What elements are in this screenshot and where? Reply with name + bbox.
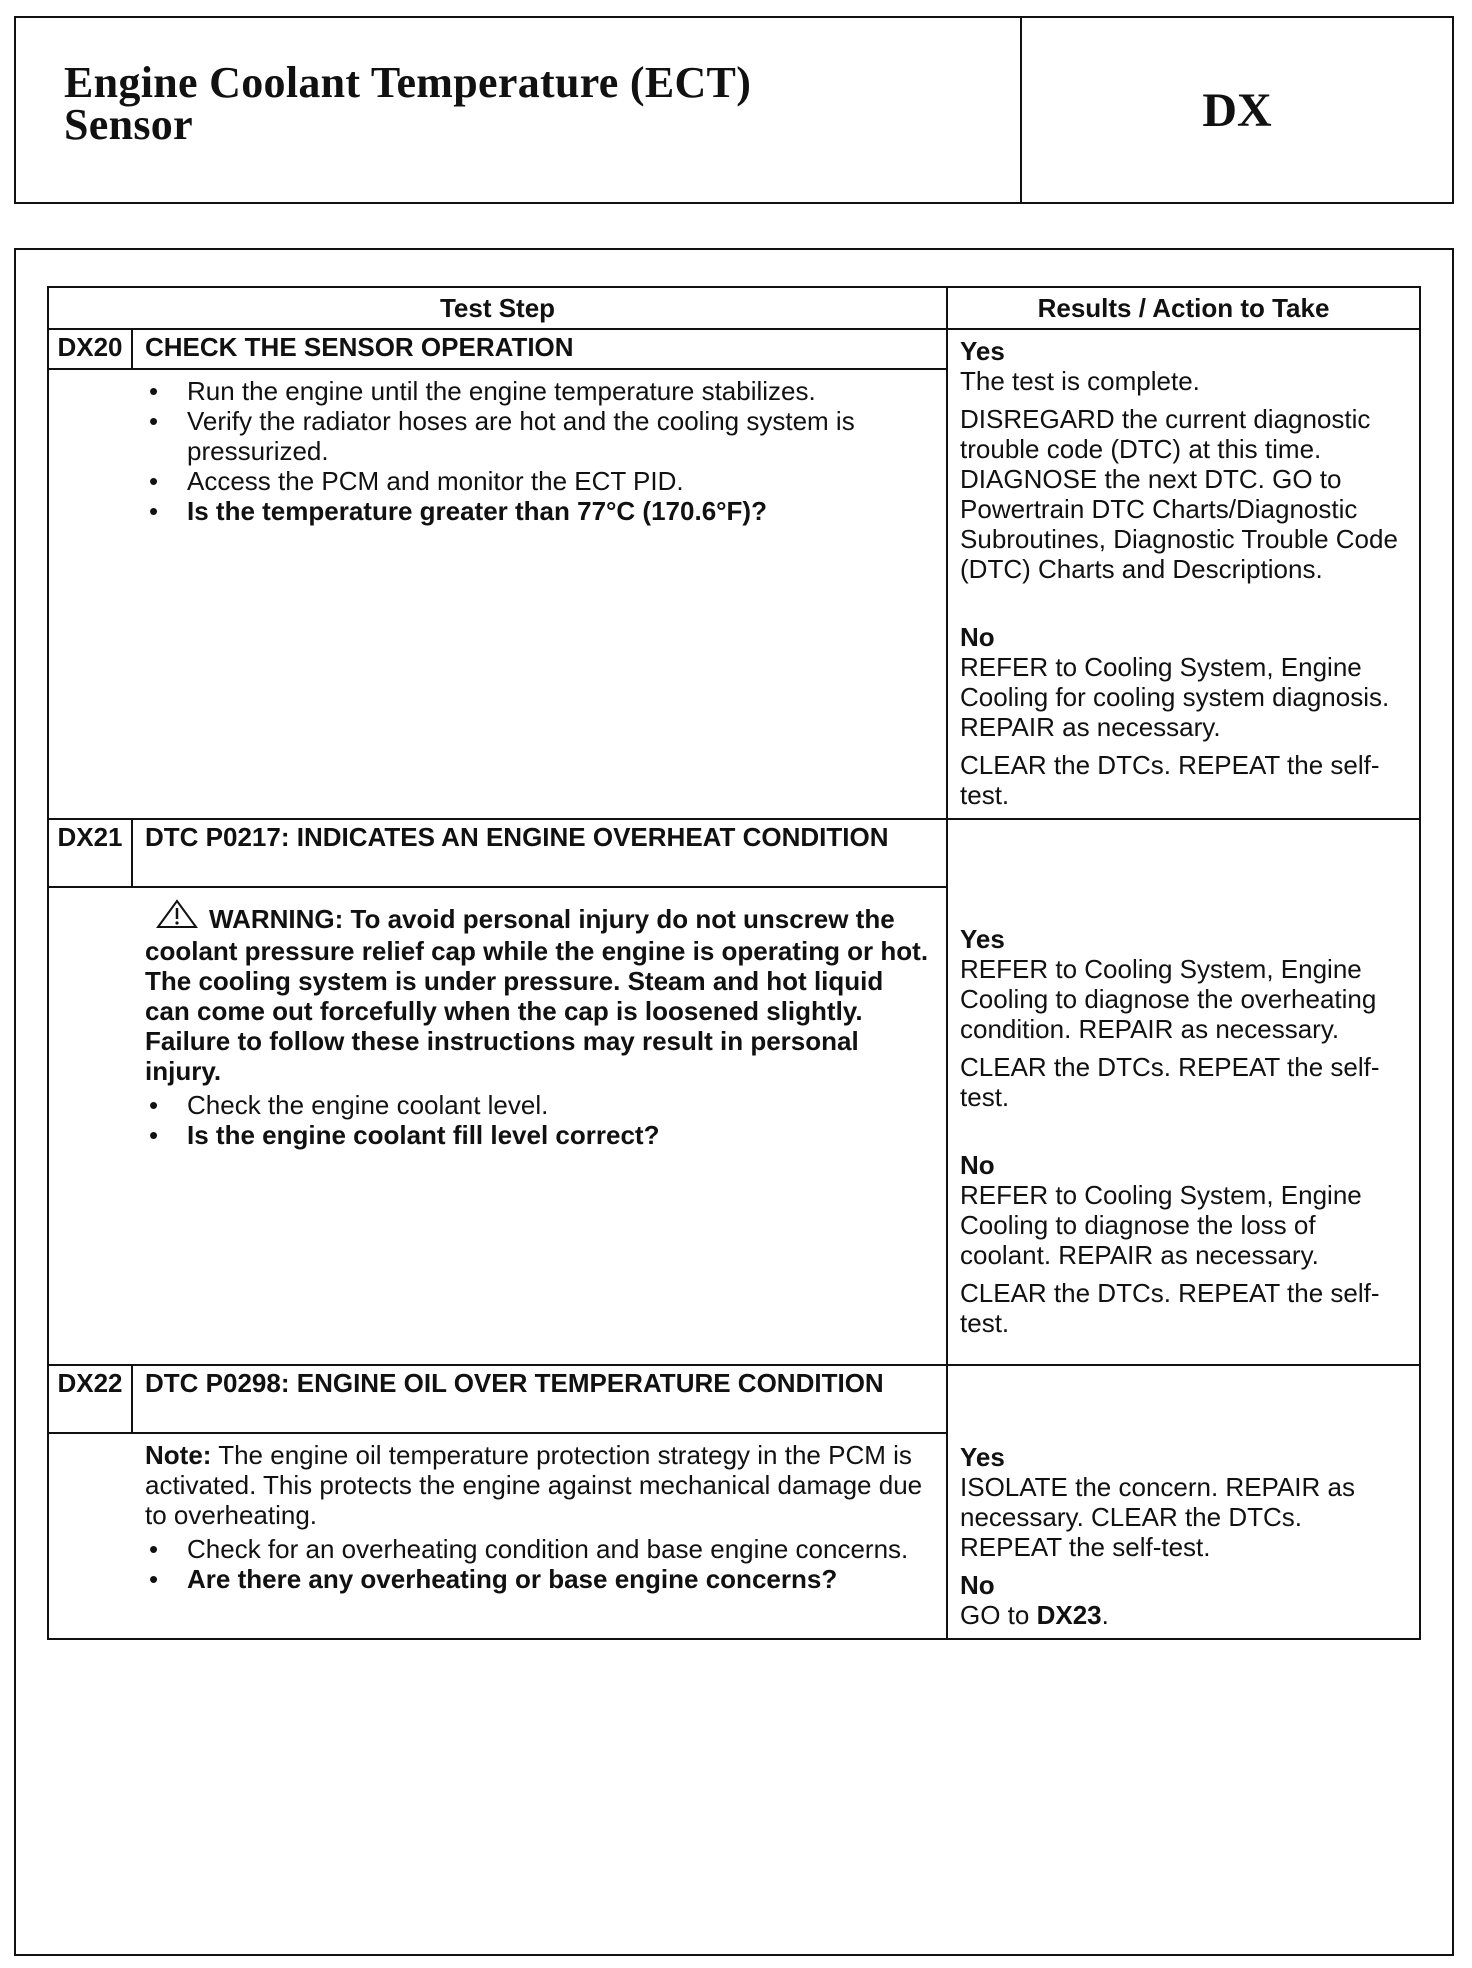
step-dx22-title-row: [48, 1365, 1420, 1433]
step-dx21-body: [48, 887, 947, 1365]
warning-text: WARNING: To avoid personal injury do not unscrew the coolant pressure relief cap while the engine is operating or hot. The cooling system is under pressure. Steam and hot liquid can come out forcefully when the cap is loosened slightly. Failure to follow these instructions may result in personal injury.: [145, 904, 929, 1086]
step-bullet: • Verify the radiator hoses are hot and the cooling system is pressurized.: [145, 406, 934, 466]
yes-label: Yes: [960, 336, 1005, 366]
note-label: Note:: [145, 1440, 212, 1470]
step-code: DX21: [48, 819, 132, 887]
step-bullet-list: [145, 1090, 934, 1150]
goto-step-link[interactable]: DX23: [1036, 1600, 1102, 1630]
yes-action: DISREGARD the current diagnostic trouble code (DTC) at this time. DIAGNOSE the next DTC. GO to Powertrain DTC Charts/Diagnostic Subroutines, Diagnostic Trouble Code (DTC) Charts and Descriptions.: [960, 404, 1398, 584]
step-bullet: • Run the engine until the engine temperature stabilizes.: [145, 376, 934, 406]
step-bullet-list: [145, 1534, 934, 1594]
step-code: DX22: [48, 1365, 132, 1433]
no-label: No: [960, 622, 995, 652]
page-title-line1: Engine Coolant Temperature (ECT): [64, 58, 752, 107]
step-dx20-title-row: [48, 329, 1420, 369]
note-text: The engine oil temperature protection strategy in the PCM is activated. This protects the engine against mechanical damage due to overheating.: [145, 1440, 923, 1530]
step-bullet-list: [145, 376, 934, 526]
no-label: No: [960, 1150, 995, 1180]
spacer: [960, 1120, 1409, 1150]
step-dx21-results: [947, 819, 1420, 1365]
step-dx22-body: [48, 1433, 947, 1639]
no-action: CLEAR the DTCs. REPEAT the self-test.: [960, 750, 1380, 810]
no-action: REFER to Cooling System, Engine Cooling for cooling system diagnosis. REPAIR as necessary.: [960, 652, 1390, 742]
column-header-test-step: Test Step: [48, 287, 947, 329]
step-title: CHECK THE SENSOR OPERATION: [132, 329, 947, 369]
step-question: • Are there any overheating or base engine concerns?: [145, 1564, 934, 1594]
yes-action: The test is complete.: [960, 366, 1200, 396]
yes-label: Yes: [960, 1442, 1005, 1472]
step-title: DTC P0298: ENGINE OIL OVER TEMPERATURE CONDITION: [132, 1365, 947, 1433]
yes-action: REFER to Cooling System, Engine Cooling to diagnose the overheating condition. REPAIR as necessary.: [960, 954, 1377, 1044]
spacer: [960, 592, 1409, 622]
note-block: [145, 1440, 934, 1530]
no-action: REFER to Cooling System, Engine Cooling to diagnose the loss of coolant. REPAIR as necessary.: [960, 1180, 1362, 1270]
step-dx21-title-row: [48, 819, 1420, 887]
yes-label: Yes: [960, 924, 1005, 954]
step-dx20-results: [947, 329, 1420, 819]
no-label: No: [960, 1570, 995, 1600]
step-bullet: • Check for an overheating condition and base engine concerns.: [145, 1534, 934, 1564]
diagnostic-table: [47, 286, 1421, 1640]
step-title: DTC P0217: INDICATES AN ENGINE OVERHEAT CONDITION: [132, 819, 947, 887]
page-title-line2: Sensor: [64, 100, 193, 149]
step-question: • Is the engine coolant fill level correct?: [145, 1120, 934, 1150]
no-action-prefix: GO to: [960, 1600, 1037, 1630]
yes-action: CLEAR the DTCs. REPEAT the self-test.: [960, 1052, 1380, 1112]
page-header: [14, 16, 1454, 204]
step-code: DX20: [48, 329, 132, 369]
no-action-suffix: .: [1101, 1600, 1109, 1630]
step-dx22-results: [947, 1365, 1420, 1639]
step-bullet: • Access the PCM and monitor the ECT PID.: [145, 466, 934, 496]
no-action: CLEAR the DTCs. REPEAT the self-test.: [960, 1278, 1380, 1338]
column-header-results: Results / Action to Take: [947, 287, 1420, 329]
step-dx20-body: [48, 369, 947, 819]
warning-triangle-icon: [155, 898, 199, 936]
page-title: [64, 58, 752, 149]
table-header-row: [48, 287, 1420, 329]
step-question: • Is the temperature greater than 77°C (170.6°F)?: [145, 496, 934, 526]
step-bullet: • Check the engine coolant level.: [145, 1090, 934, 1120]
yes-action: ISOLATE the concern. REPAIR as necessary. CLEAR the DTCs. REPEAT the self-test.: [960, 1472, 1355, 1562]
section-code: DX: [1202, 83, 1272, 137]
warning-block: [145, 898, 934, 1086]
no-action: [960, 1600, 1409, 1630]
